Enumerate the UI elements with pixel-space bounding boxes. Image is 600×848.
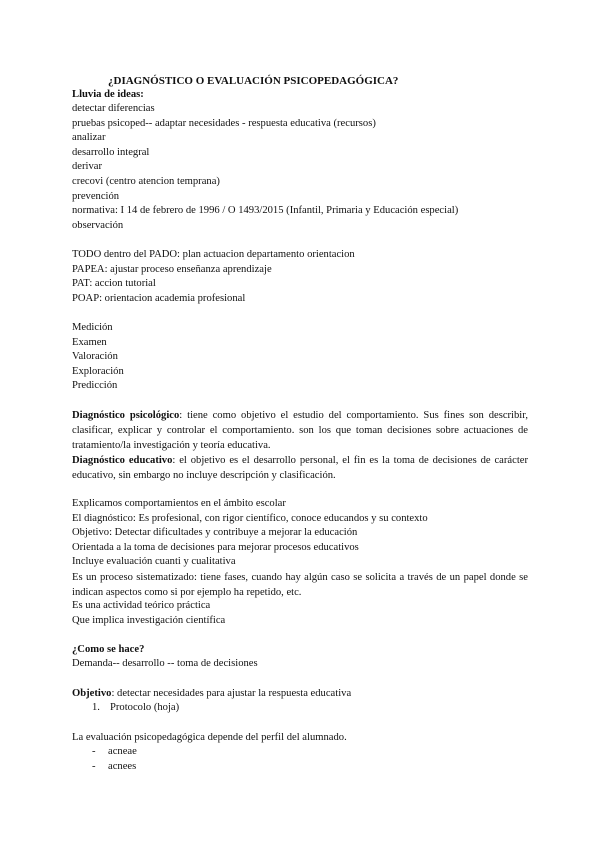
characteristic-item: Incluye evaluación cuanti y cualitativa [72,556,236,567]
concept-item: Examen [72,337,107,348]
how-text: Demanda-- desarrollo -- toma de decisiones [72,658,258,669]
bullet-text: acnees [108,761,137,772]
plan-item: TODO dentro del PADO: plan actuacion departamento orientacion [72,249,355,260]
bullet-list-item [92,745,137,759]
how-heading: ¿Como se hace? [72,644,145,655]
brainstorm-item: prevención [72,191,120,202]
plan-item: PAT: accion tutorial [72,278,156,289]
definition-text: : el objetivo es el desarrollo personal, el fin es la toma de decisiones de carácter educativo, sin embargo no incluye descripción y clasificación. [72,455,528,481]
concept-item: Valoración [72,351,118,362]
bullet-text: acneae [108,746,137,757]
plan-item: POAP: orientacion academia profesional [72,293,246,304]
page-title: ¿DIAGNÓSTICO O EVALUACIÓN PSICOPEDAGÓGICA? [108,75,399,87]
bullet-dash: - [92,746,96,757]
objective-label: Objetivo [72,688,112,699]
numbered-list-item [92,701,179,715]
list-item-text: Protocolo (hoja) [110,702,180,713]
profile-text: La evaluación psicopedagógica depende del perfil del alumnado. [72,732,347,743]
concept-item: Medición [72,322,113,333]
definition-text: : tiene como objetivo el estudio del comportamiento. Sus fines son describir, clasificar, explicar y controlar el comportamiento. son los que toman decisiones sobre actuaciones de tratamiento/la investigación y teoría educativa. [72,410,528,451]
plan-item: PAPEA: ajustar proceso enseñanza aprendizaje [72,264,272,275]
definition-educational [72,453,528,483]
brainstorm-item: detectar diferencias [72,103,155,114]
definition-term: Diagnóstico educativo [72,455,173,466]
characteristic-item: Es una actividad teórico práctica [72,600,211,611]
brainstorm-item: normativa: I 14 de febrero de 1996 / O 1493/2015 (Infantil, Primaria y Educación especial) [72,205,459,216]
characteristic-item: Que implica investigación científica [72,615,226,626]
bullet-list-item [92,760,136,774]
concept-item: Predicción [72,380,118,391]
brainstorm-item: analizar [72,132,106,143]
brainstorm-heading: Lluvia de ideas: [72,89,144,100]
brainstorm-item: observación [72,220,124,231]
characteristic-item: El diagnóstico: Es profesional, con rigor científico, conoce educandos y su contexto [72,513,428,524]
definition-term: Diagnóstico psicológico [72,410,180,421]
characteristic-item: Explicamos comportamientos en el ámbito escolar [72,498,286,509]
brainstorm-item: crecovi (centro atencion temprana) [72,176,220,187]
brainstorm-item: derivar [72,161,102,172]
concept-item: Exploración [72,366,124,377]
list-number: 1. [92,702,100,713]
brainstorm-item: desarrollo integral [72,147,150,158]
characteristic-item: Objetivo: Detectar dificultades y contribuye a mejorar la educación [72,527,358,538]
definition-psychological [72,408,528,453]
brainstorm-item: pruebas psicoped-- adaptar necesidades - respuesta educativa (recursos) [72,118,376,129]
objective-line [72,687,351,701]
objective-text: : detectar necesidades para ajustar la respuesta educativa [111,688,352,699]
characteristic-item: Orientada a la toma de decisiones para mejorar procesos educativos [72,542,359,553]
characteristic-item: Es un proceso sistematizado: tiene fases, cuando hay algún caso se solicita a través de un papel donde se indican aspectos como si por ejemplo ha repetido, etc. [72,572,528,598]
bullet-dash: - [92,761,96,772]
